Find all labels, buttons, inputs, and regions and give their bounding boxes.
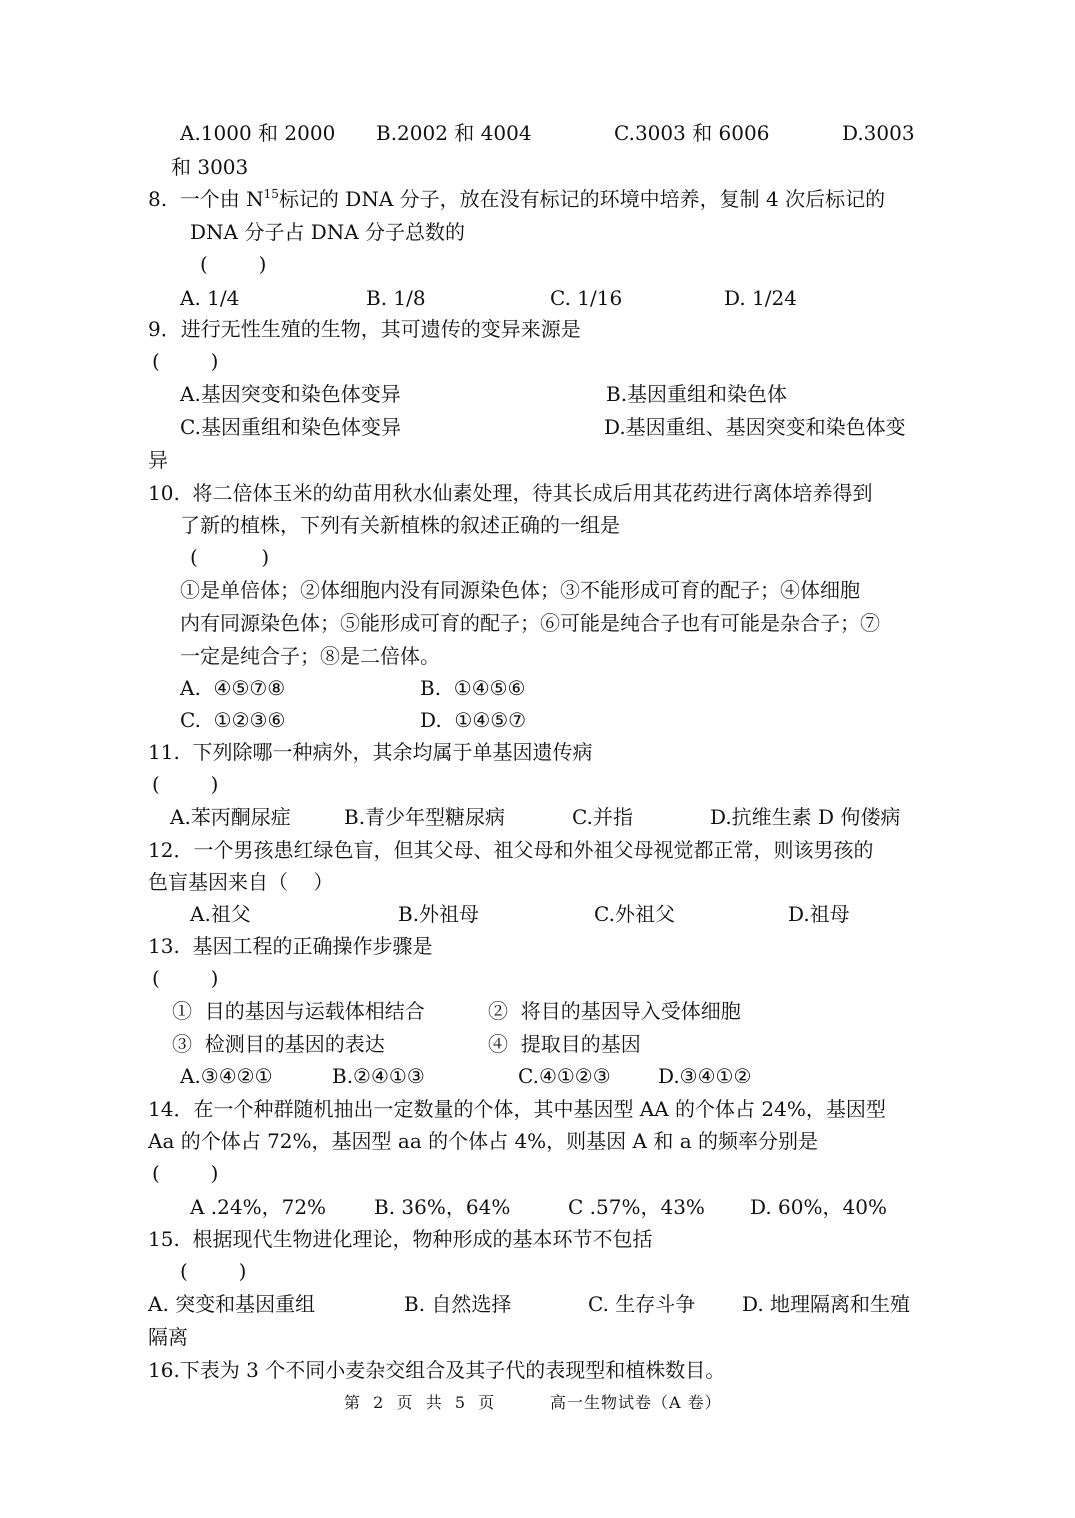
q10-statements-line2: 内有同源染色体；⑤能形成可育的配子；⑥可能是纯合子也有可能是杂合子；⑦ <box>180 611 880 635</box>
q8-option-a: A. 1/4 <box>180 286 240 310</box>
q9-stem: 9．进行无性生殖的生物，其可遗传的变异来源是 <box>148 317 581 341</box>
q15-option-c: C. 生存斗争 <box>588 1292 696 1316</box>
q13-step-4: ④ 提取目的基因 <box>488 1032 641 1056</box>
q14-stem-line2: Aa 的个体占 72%，基因型 aa 的个体占 4%，则基因 A 和 a 的频率分别是 <box>148 1129 818 1153</box>
q13-option-b: B.②④①③ <box>332 1064 425 1088</box>
q15-answer-paren: ( ) <box>180 1259 247 1283</box>
q13-option-c: C.④①②③ <box>518 1064 611 1088</box>
q7-option-d: D.3003 <box>842 121 915 145</box>
q14-option-b: B. 36%，64% <box>374 1195 511 1219</box>
q12-option-c: C.外祖父 <box>594 902 675 926</box>
q14-option-a: A .24%，72% <box>190 1195 327 1219</box>
q13-option-d: D.③④①② <box>658 1064 752 1088</box>
q14-option-d: D. 60%，40% <box>750 1195 887 1219</box>
q10-answer-paren: ( ) <box>190 545 270 569</box>
q13-step-2: ② 将目的基因导入受体细胞 <box>488 999 741 1023</box>
q13-answer-paren: ( ) <box>152 966 219 990</box>
q7-option-b: B.2002 和 4004 <box>376 121 532 145</box>
q12-option-b: B.外祖母 <box>398 902 480 926</box>
q13-option-a: A.③④②① <box>180 1064 273 1088</box>
q8-option-c: C. 1/16 <box>550 286 623 310</box>
q8-stem-line1 <box>148 184 885 214</box>
q7-option-a: A.1000 和 2000 <box>180 121 336 145</box>
q12-option-a: A.祖父 <box>190 902 251 926</box>
q15-option-a: A. 突变和基因重组 <box>148 1292 316 1316</box>
q8-stem-pre: 8. 一个由 N <box>148 187 264 211</box>
q10-stem-line1: 10. 将二倍体玉米的幼苗用秋水仙素处理，待其长成后用其花药进行离体培养得到 <box>148 481 873 505</box>
q15-option-b: B. 自然选择 <box>404 1292 512 1316</box>
q9-option-d: D.基因重组、基因突变和染色体变 <box>604 415 906 439</box>
q10-statements-line3: 一定是纯合子；⑧是二倍体。 <box>180 644 440 668</box>
q11-option-b: B.青少年型糖尿病 <box>344 805 506 829</box>
q8-stem-line2: DNA 分子占 DNA 分子总数的 <box>190 220 466 244</box>
q10-statements-line1: ①是单倍体；②体细胞内没有同源染色体；③不能形成可育的配子；④体细胞 <box>180 578 860 602</box>
q15-stem: 15. 根据现代生物进化理论，物种形成的基本环节不包括 <box>148 1227 653 1251</box>
q8-stem-post: 标记的 DNA 分子，放在没有标记的环境中培养，复制 4 次后标记的 <box>278 187 886 211</box>
q9-answer-paren: ( ) <box>152 349 219 373</box>
q12-option-d: D.祖母 <box>788 902 850 926</box>
footer-exam-title: 高一生物试卷（A 卷） <box>550 1393 722 1412</box>
q12-stem-line1: 12．一个男孩患红绿色盲，但其父母、祖父母和外祖父母视觉都正常，则该男孩的 <box>148 838 874 862</box>
q10-option-a: A. ④⑤⑦⑧ <box>180 676 286 700</box>
q13-step-3: ③ 检测目的基因的表达 <box>172 1032 385 1056</box>
q9-option-d-wrap: 异 <box>148 448 168 472</box>
q11-option-d: D.抗维生素 D 佝偻病 <box>710 805 901 829</box>
q8-isotope-superscript: 15 <box>263 187 279 202</box>
q14-option-c: C .57%，43% <box>568 1195 705 1219</box>
q7-option-c: C.3003 和 6006 <box>614 121 770 145</box>
q11-option-c: C.并指 <box>572 805 633 829</box>
q11-answer-paren: ( ) <box>152 772 219 796</box>
q12-stem-line2: 色盲基因来自（ ） <box>148 870 334 894</box>
q10-option-d: D. ①④⑤⑦ <box>420 708 527 732</box>
q11-stem: 11. 下列除哪一种病外，其余均属于单基因遗传病 <box>148 740 593 764</box>
q9-option-b: B.基因重组和染色体 <box>606 382 788 406</box>
q8-option-d: D. 1/24 <box>724 286 797 310</box>
q13-stem: 13. 基因工程的正确操作步骤是 <box>148 934 433 958</box>
q9-option-c: C.基因重组和染色体变异 <box>180 415 401 439</box>
q10-option-b: B. ①④⑤⑥ <box>420 676 526 700</box>
q14-stem-line1: 14．在一个种群随机抽出一定数量的个体，其中基因型 AA 的个体占 24%，基因型 <box>148 1097 886 1121</box>
q15-option-d-wrap: 隔离 <box>148 1325 188 1349</box>
q7-option-d-wrap: 和 3003 <box>171 155 249 179</box>
q9-option-a: A.基因突变和染色体变异 <box>180 382 401 406</box>
q11-option-a: A.苯丙酮尿症 <box>170 805 291 829</box>
q15-option-d: D. 地理隔离和生殖 <box>742 1292 911 1316</box>
q10-stem-line2: 了新的植株，下列有关新植株的叙述正确的一组是 <box>180 513 620 537</box>
q10-option-c: C. ①②③⑥ <box>180 708 286 732</box>
q14-answer-paren: ( ) <box>152 1161 219 1185</box>
q13-step-1: ① 目的基因与运载体相结合 <box>172 999 425 1023</box>
q8-option-b: B. 1/8 <box>366 286 426 310</box>
q8-answer-paren: ( ) <box>200 252 267 276</box>
footer-page-number: 第 2 页 共 5 页 <box>344 1393 496 1412</box>
q16-stem: 16.下表为 3 个不同小麦杂交组合及其子代的表现型和植株数目。 <box>148 1358 726 1382</box>
